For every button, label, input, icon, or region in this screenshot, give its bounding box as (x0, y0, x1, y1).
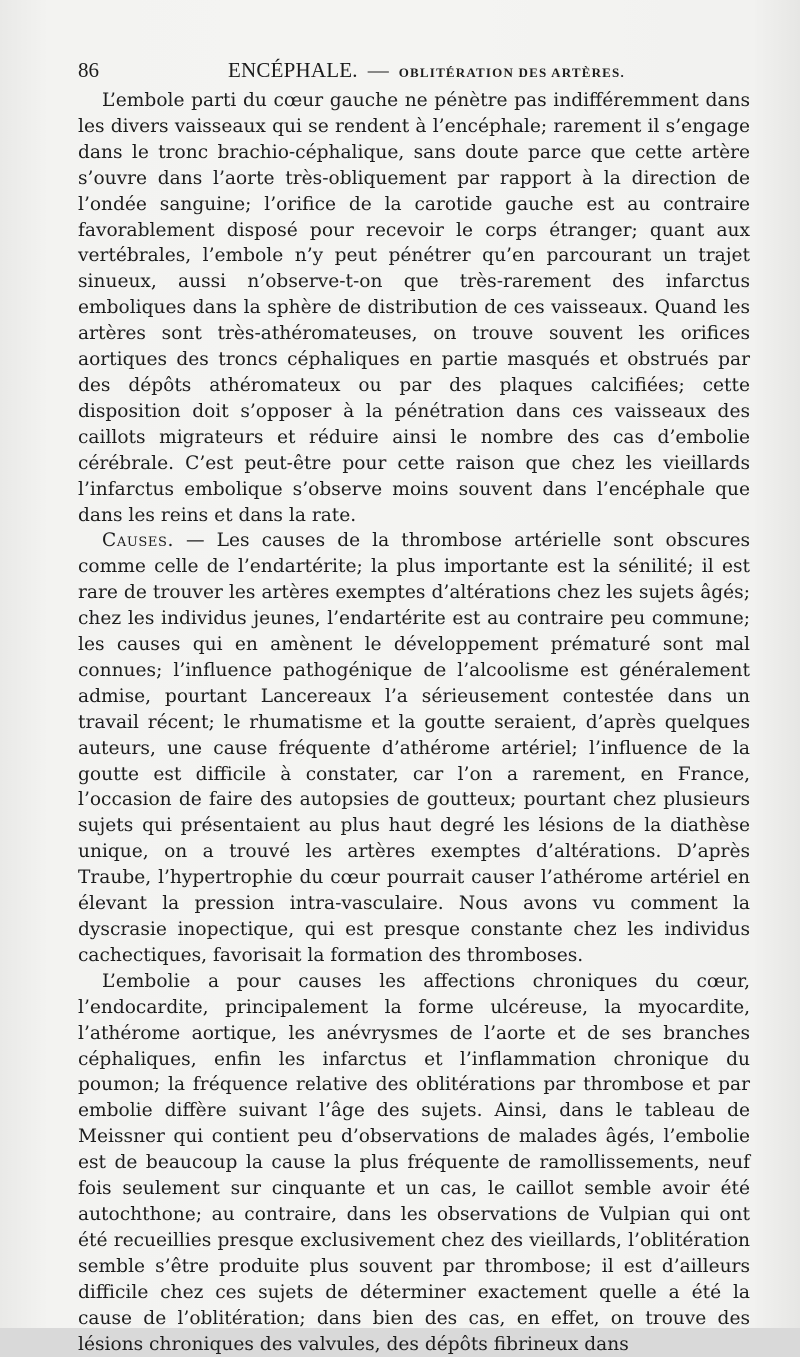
paragraph-embolie-causes: L’embolie a pour causes les affections chroniques du cœur, l’endocardite, principalement la forme ulcéreuse, la myocardite, l’athérome aortique, les anévrysmes de l’aorte et de ses branches céphaliques, enfin les infarctus et l’inflammation chronique du poumon; la fréquence relative des oblitérations par thrombose et par embolie diffère suivant l’âge des sujets. Ainsi, dans le tableau de Meissner qui contient peu d’observations de malades âgés, l’embolie est de beaucoup la cause la plus fréquente de ramollissements, neuf fois seulement sur cinquante et un cas, le caillot semble avoir été autochthone; au contraire, dans les observations de Vulpian qui ont été recueillies presque exclusivement chez des vieillards, l’oblitération semble s’être produite plus souvent par thrombose; il est d’ailleurs difficile chez ces sujets de déterminer exactement quelle a été la cause de l’oblitération; dans bien des cas, en effet, on trouve des lésions chroniques des valvules, des dépôts fibrineux dans (78, 970, 750, 1355)
heading-dash: — (173, 530, 217, 552)
paragraph-causes-text: Les causes de la thrombose artérielle sont obscures comme celle de l’endartérite; la plus importante est la sénilité; il est rare de trouver les artères exemptes d’altérations chez les sujets âgés; chez les individus jeunes, l’endartérite est au contraire peu commune; les causes qui en amènent le développement prématuré sont mal connues; l’influence pathogénique de l’alcoolisme est généralement admise, pourtant Lancereaux l’a sérieusement contestée dans un travail récent; le rhumatisme et la goutte seraient, d’après quelques auteurs, une cause fréquente d’athérome artériel; l’influence de la goutte est difficile à constater, car l’on a rarement, en France, l’occasion de faire des autopsies de goutteux; pourtant chez plusieurs sujets qui présentaient au plus haut degré les lésions de la diathèse unique, on a trouvé les artères exemptes d’altérations. D’après Traube, l’hypertrophie du cœur pourrait causer l’athérome artériel en élevant la pression intra-vasculaire. Nous avons vu comment la dyscrasie inopectique, qui est presque constante chez les individus cachectiques, favorisait la formation des thromboses. (78, 530, 750, 966)
running-title-separator: — (367, 58, 389, 82)
paragraph-embole-distribution: L’embole parti du cœur gauche ne pénètre pas indifféremment dans les divers vaisseaux qui se rendent à l’encéphale; rarement il s’engage dans le tronc brachio-céphalique, sans doute parce que cette artère s’ouvre dans l’aorte très-obliquement par rapport à la direction de l’ondée sanguine; l’orifice de la carotide gauche est au contraire favorablement disposé pour recevoir le corps étranger; quant aux vertébrales, l’embole n’y peut pénétrer qu’en parcourant un trajet sinueux, aussi n’observe-t-on que très-rarement des infarctus emboliques dans la sphère de distribution de ces vaisseaux. Quand les artères sont très-athéromateuses, on trouve souvent les orifices aortiques des troncs céphaliques en partie masqués et obstrués par des dépôts athéromateux ou par des plaques calcifiées; cette disposition doit s’opposer à la pénétration dans ces vaisseaux des caillots migrateurs et réduire ainsi le nombre des cas d’embolie cérébrale. C’est peut-être pour cette raison que chez les vieillards l’infarctus embolique s’observe moins souvent dans l’encéphale que dans les reins et dans la rate. (78, 90, 750, 526)
running-title (228, 58, 625, 83)
page-number: 86 (78, 58, 99, 82)
running-title-sub: OBLITÉRATION DES ARTÈRES. (398, 65, 625, 80)
section-heading-causes: Causes. (102, 530, 174, 552)
page-header (78, 58, 750, 84)
paragraph-causes (78, 528, 750, 968)
body-text (78, 88, 750, 1357)
running-title-main: ENCÉPHALE. (228, 58, 358, 82)
